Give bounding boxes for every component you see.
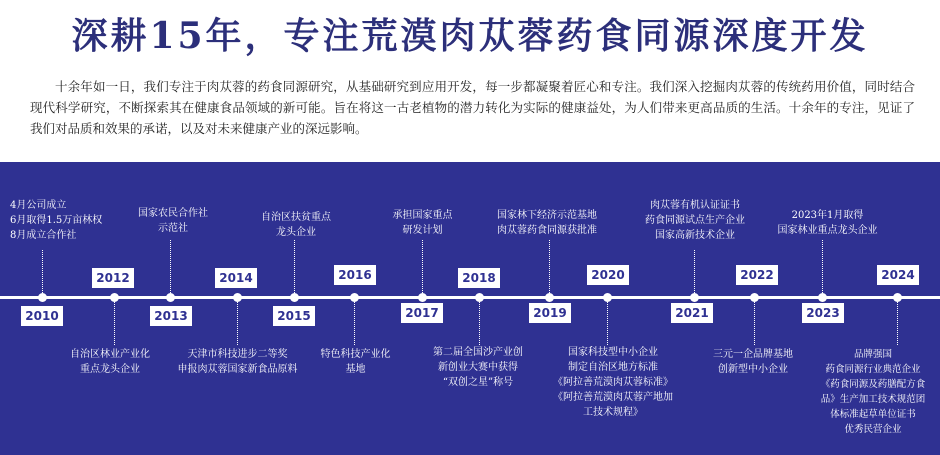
connector-line: [422, 240, 424, 295]
connector-line: [42, 250, 44, 295]
milestone-line: 申报肉苁蓉国家新食品原料: [177, 364, 298, 375]
timeline-axis: [0, 296, 940, 299]
milestone-line: 肉苁蓉有机认证证书: [650, 200, 740, 211]
milestone-line: 体标准起草单位证书: [830, 409, 916, 420]
year-badge-2015: 2015: [273, 306, 315, 326]
year-badge-2021: 2021: [671, 303, 713, 323]
milestone-2024: [806, 347, 940, 437]
milestone-2021-brand: [698, 347, 808, 377]
connector-line: [897, 300, 899, 345]
milestone-line: 国家科技型中小企业: [568, 347, 658, 358]
page-title: 深耕15年，专注荒漠肉苁蓉药食同源深度开发: [71, 15, 869, 57]
milestone-2017: [375, 208, 470, 238]
milestone-2014: [170, 347, 305, 377]
milestone-line: 《阿拉善荒漠肉苁蓉产地加: [553, 392, 673, 403]
milestone-line: 药食同源行业典范企业: [825, 364, 921, 375]
year-badge-2020: 2020: [587, 265, 629, 285]
connector-line: [294, 240, 296, 295]
milestone-2019: [487, 208, 607, 238]
milestone-line: 示范社: [158, 223, 188, 234]
milestone-line: 品》生产加工技术规范团: [820, 394, 926, 405]
connector-line: [694, 250, 696, 295]
milestone-line: 国家高新技术企业: [655, 230, 735, 241]
milestone-line: 创新型中小企业: [718, 364, 788, 375]
milestone-2015: [246, 210, 346, 240]
year-badge-2023: 2023: [802, 303, 844, 323]
year-badge-2019: 2019: [529, 303, 571, 323]
connector-line: [354, 300, 356, 345]
connector-line: [607, 300, 609, 345]
connector-line: [549, 240, 551, 295]
year-badge-2018: 2018: [458, 268, 500, 288]
milestone-line: 自治区林业产业化: [70, 349, 150, 360]
milestone-line: 龙头企业: [276, 227, 316, 238]
year-badge-2024: 2024: [877, 265, 919, 285]
connector-line: [237, 300, 239, 345]
milestone-line: 《药食同源及药膳配方食: [820, 379, 926, 390]
milestone-line: 工技术规程》: [583, 407, 643, 418]
year-badge-2014: 2014: [215, 268, 257, 288]
milestone-2013: [128, 206, 218, 236]
intro-paragraph: 十余年如一日，我们专注于肉苁蓉的药食同源研究，从基础研究到应用开发，每一步都凝聚着匠心和专注。我们深入挖掘肉苁蓉的传统药用价值，同时结合现代科学研究，不断探索其在健康食品领域的新可能。旨在将这一古老植物的潜力转化为实际的健康益处，为人们带来更高品质的生活。十余年的专注，见证了我们对品质和效果的承诺，以及对未来健康产业的深远影响。: [30, 79, 915, 136]
milestone-line: 4月公司成立: [10, 200, 67, 211]
milestone-line: 国家农民合作社: [138, 208, 208, 219]
milestone-2023: [765, 208, 890, 238]
connector-line: [114, 300, 116, 345]
milestone-line: 天津市科技进步二等奖: [187, 349, 288, 360]
connector-line: [822, 240, 824, 295]
milestone-2018: [418, 345, 538, 390]
year-badge-2012: 2012: [92, 268, 134, 288]
milestone-2012: [55, 347, 165, 377]
milestone-line: 第二届全国沙产业创: [433, 347, 523, 358]
connector-line: [754, 300, 756, 345]
year-badge-2022: 2022: [736, 265, 778, 285]
milestone-line: 8月成立合作社: [10, 230, 77, 241]
milestone-line: 药食同源试点生产企业: [645, 215, 745, 226]
milestone-line: 品牌强国: [853, 349, 892, 360]
milestone-line: 自治区扶贫重点: [261, 212, 331, 223]
milestone-line: 三元一企品牌基地: [713, 349, 793, 360]
milestone-line: 重点龙头企业: [80, 364, 140, 375]
milestone-line: 研发计划: [402, 225, 443, 236]
year-badge-2016: 2016: [334, 265, 376, 285]
connector-line: [479, 300, 481, 345]
milestone-line: 国家林下经济示范基地: [497, 210, 597, 221]
milestone-2016: [308, 347, 403, 377]
milestone-line: 国家林业重点龙头企业: [777, 225, 878, 236]
year-badge-2010: 2010: [21, 306, 63, 326]
milestone-line: 制定自治区地方标准: [568, 362, 658, 373]
year-badge-2013: 2013: [150, 306, 192, 326]
milestone-2021-certs: [630, 198, 760, 243]
milestone-line: 6月取得1.5万亩林权: [10, 215, 103, 226]
milestone-line: 承担国家重点: [392, 210, 453, 221]
milestone-line: 优秀民营企业: [844, 424, 902, 435]
milestone-line: “双创之星”称号: [442, 377, 514, 388]
milestone-2010: [10, 198, 102, 243]
milestone-line: 特色科技产业化: [320, 349, 391, 360]
milestone-line: 《阿拉善荒漠肉苁蓉标准》: [553, 377, 673, 388]
milestone-line: 基地: [345, 364, 366, 375]
milestone-line: 2023年1月取得: [791, 210, 864, 221]
year-badge-2017: 2017: [401, 303, 443, 323]
milestone-line: 新创业大赛中获得: [438, 362, 518, 373]
milestone-2020: [538, 345, 688, 420]
connector-line: [170, 240, 172, 295]
milestone-line: 肉苁蓉药食同源获批准: [497, 225, 597, 236]
